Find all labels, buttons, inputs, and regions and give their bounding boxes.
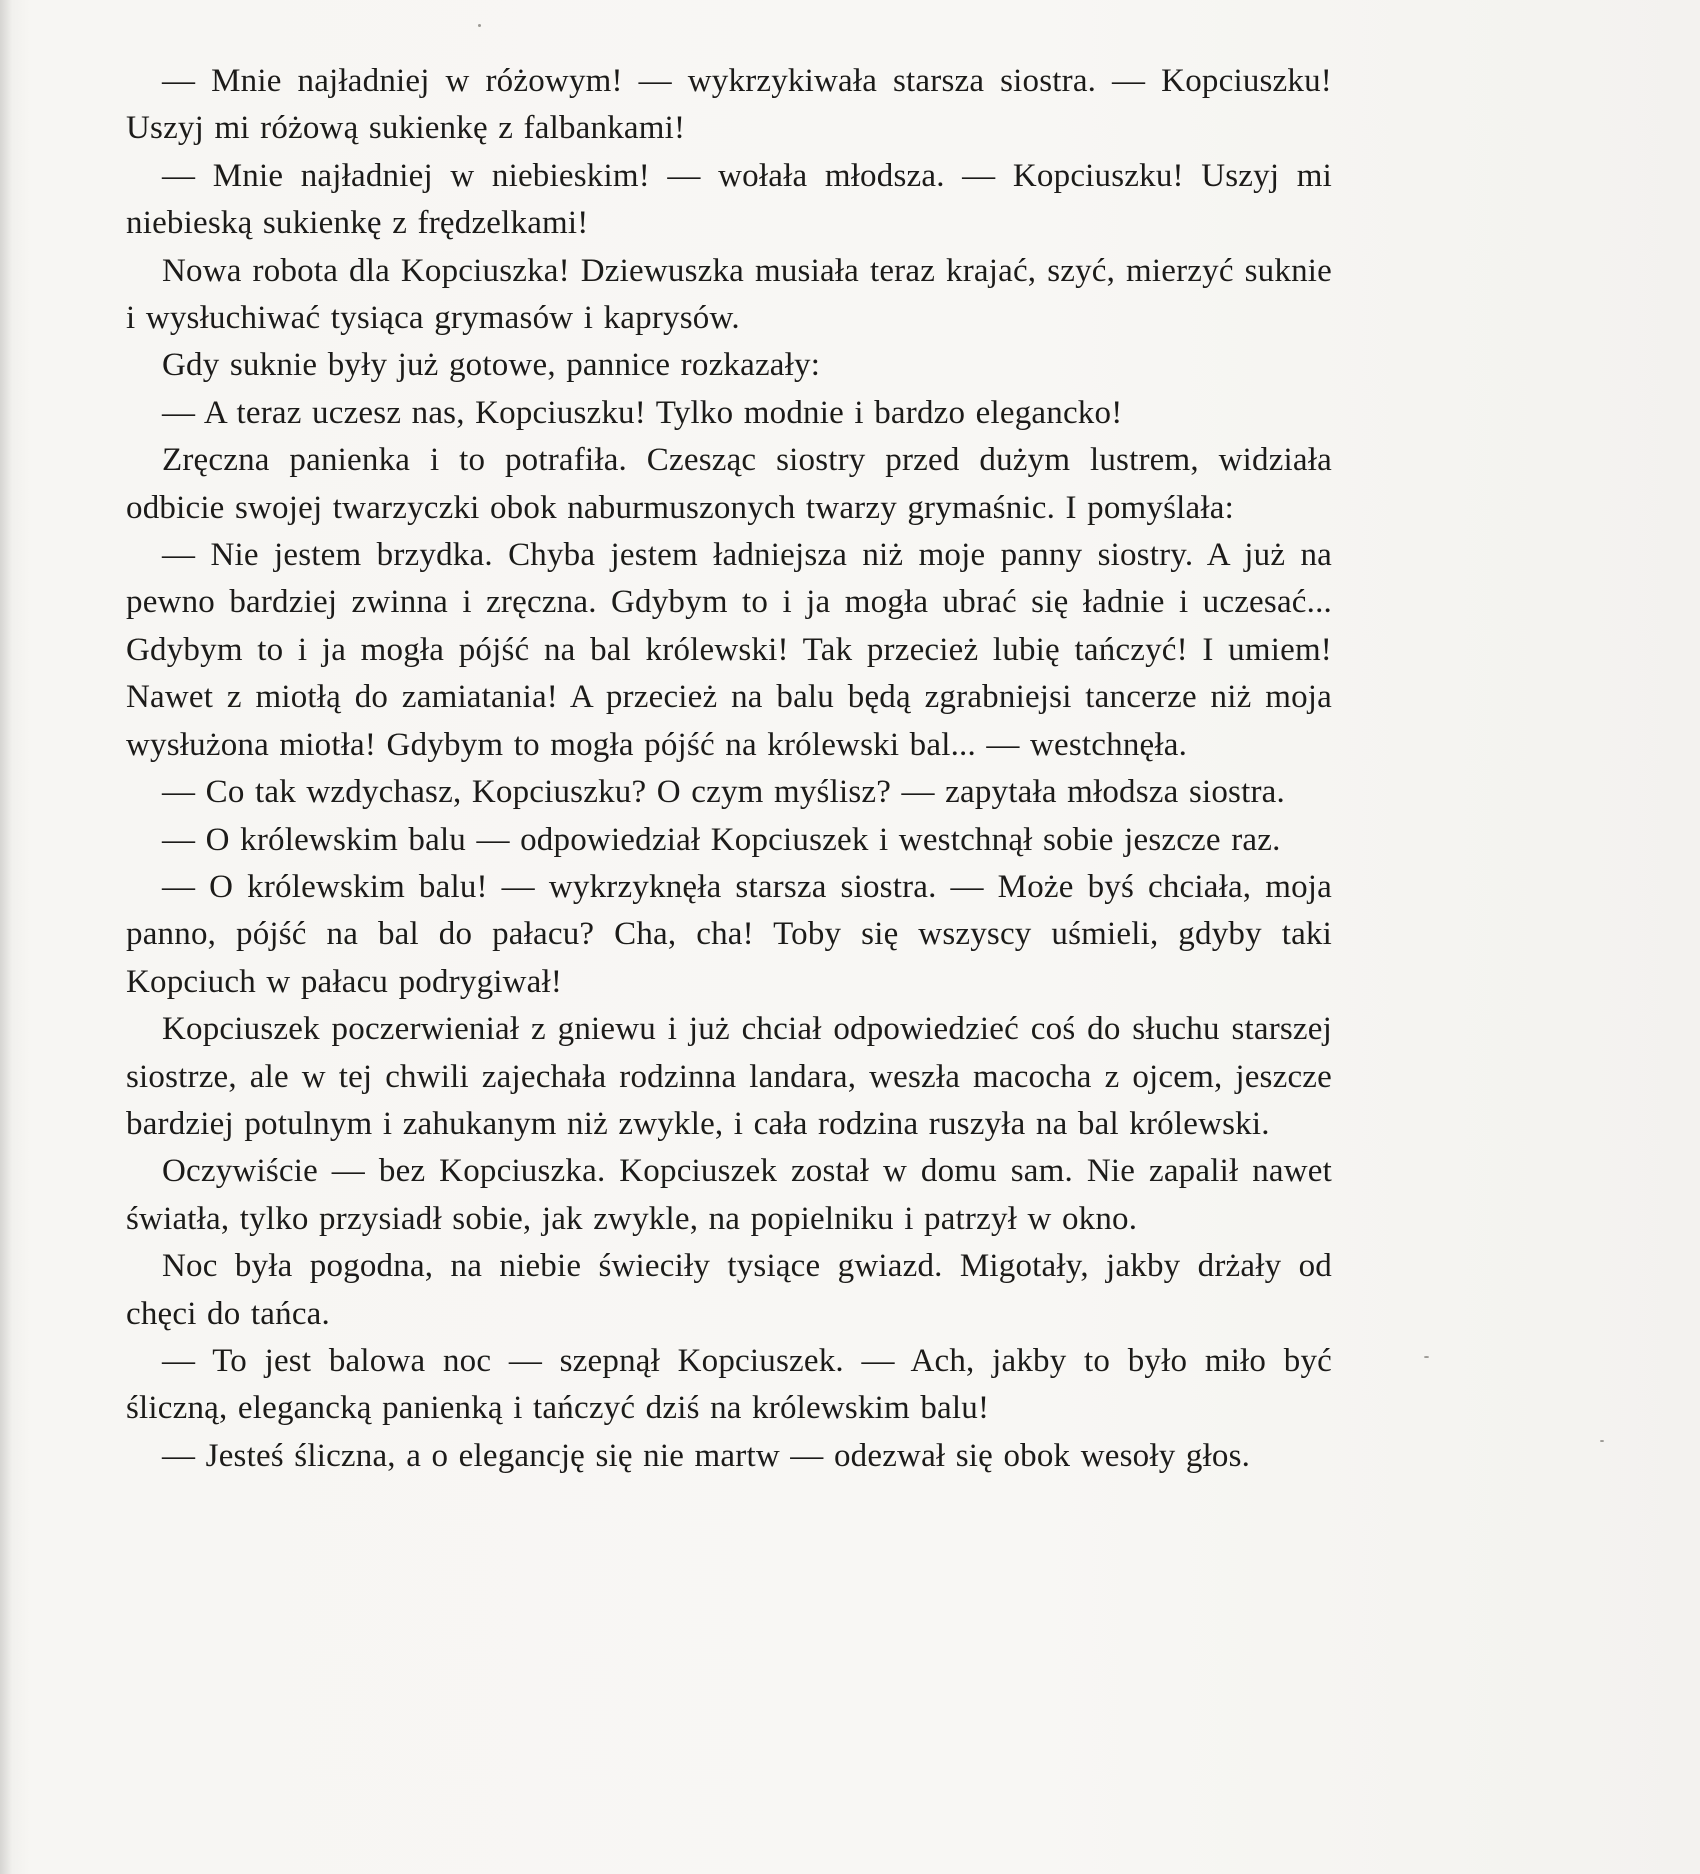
page-text <box>126 58 1332 1480</box>
paragraph: Noc była pogodna, na niebie świeciły tysiące gwiazd. Migotały, jakby drżały od chęci do tańca. <box>126 1248 1332 1332</box>
paragraph: — O królewskim balu — odpowiedział Kopciuszek i westchnął sobie jeszcze raz. <box>162 821 1281 858</box>
paragraph: — O królewskim balu! — wykrzyknęła starsza siostra. — Może byś chciała, moja panno, pójść na bal do pałacu? Cha, cha! Toby się wszyscy uśmieli, gdyby taki Kopciuch w pałacu podrygiwał! <box>126 868 1332 1000</box>
page-edge-shadow <box>0 0 12 1874</box>
paragraph: Nowa robota dla Kopciuszka! Dziewuszka musiała teraz krajać, szyć, mierzyć suknie i wysłuchiwać tysiąca grymasów i kaprysów. <box>126 252 1332 337</box>
paragraph: — A teraz uczesz nas, Kopciuszku! Tylko modnie i bardzo elegancko! <box>162 394 1123 431</box>
paragraph: Oczywiście — bez Kopciuszka. Kopciuszek został w domu sam. Nie zapalił nawet światła, tylko przysiadł sobie, jak zwykle, na popielniku i patrzył w okno. <box>126 1153 1332 1237</box>
paragraph: Gdy suknie były już gotowe, pannice rozkazały: <box>162 347 821 384</box>
paper-speck <box>1424 1356 1429 1358</box>
paragraph: — To jest balowa noc — szepnął Kopciuszek. — Ach, jakby to było miło być śliczną, elegancką panienką i tańczyć dziś na królewskim balu! <box>126 1342 1332 1427</box>
paragraph: Zręczna panienka i to potrafiła. Czesząc siostry przed dużym lustrem, widziała odbicie swojej twarzyczki obok naburmuszonych twarzy grymaśnic. I pomyślała: <box>126 442 1332 526</box>
paper-speck <box>478 24 481 27</box>
paragraph: — Mnie najładniej w niebieskim! — wołała młodsza. — Kopciuszku! Uszyj mi niebieską sukienkę z frędzelkami! <box>126 157 1332 242</box>
paragraph: — Mnie najładniej w różowym! — wykrzykiwała starsza siostra. — Kopciuszku! Uszyj mi różową sukienkę z falbankami! <box>126 63 1332 147</box>
paragraph: — Jesteś śliczna, a o elegancję się nie martw — odezwał się obok wesoły głos. <box>162 1437 1251 1474</box>
paper-speck <box>1600 1440 1604 1442</box>
paragraph: Kopciuszek poczerwieniał z gniewu i już chciał odpowiedzieć coś do słuchu starszej siostrze, ale w tej chwili zajechała rodzinna landara, weszła macocha z ojcem, jeszcze bardziej potulnym i zahukanym niż zwykle, i cała rodzina ruszyła na bal królewski. <box>126 1011 1332 1142</box>
paragraph: — Nie jestem brzydka. Chyba jestem ładniejsza niż moje panny siostry. A już na pewno bardziej zwinna i zręczna. Gdybym to i ja mogła ubrać się ładnie i uczesać... Gdybym to i ja mogła pójść na bal królewski! Tak przecież lubię tańczyć! I umiem! Nawet z miotłą do zamiatania! A przecież na balu będą zgrabniejsi tancerze niż moja wysłużona miotła! Gdybym to mogła pójść na królewski bal... — westchnęła. <box>126 537 1332 763</box>
paragraph: — Co tak wzdychasz, Kopciuszku? O czym myślisz? — zapytała młodsza siostra. <box>162 774 1285 811</box>
